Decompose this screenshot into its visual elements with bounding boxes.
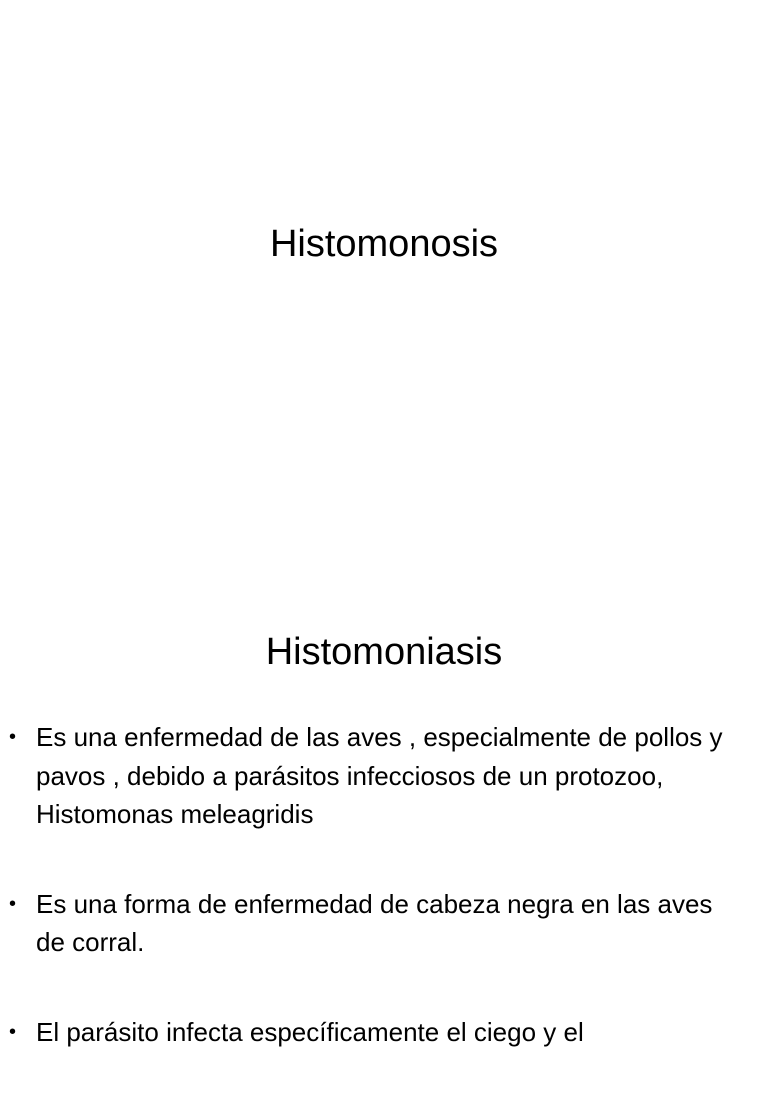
bullet-icon: •: [9, 726, 17, 748]
slide-title: Histomonosis: [269, 223, 499, 265]
bullet-icon: •: [9, 1020, 17, 1043]
bullet-item: [0, 885, 768, 962]
slide-2: [0, 576, 768, 1047]
bullet-text: Es una enfermedad de las aves , especialmente de pollos y pavos , debido a parásitos infecciosos de un protozoo, Histomonas meleagridis: [36, 722, 723, 829]
bullet-text: Es una forma de enfermedad de cabeza negra en las aves de corral.: [36, 888, 713, 957]
slide-title: Histomoniasis: [265, 631, 503, 673]
bullet-text: El parásito infecta específicamente el ciego y el: [36, 1016, 584, 1047]
bullet-item: [0, 1013, 768, 1052]
bullet-item: [0, 718, 768, 834]
bullet-list: [0, 718, 768, 1102]
bullet-icon: •: [9, 892, 17, 915]
